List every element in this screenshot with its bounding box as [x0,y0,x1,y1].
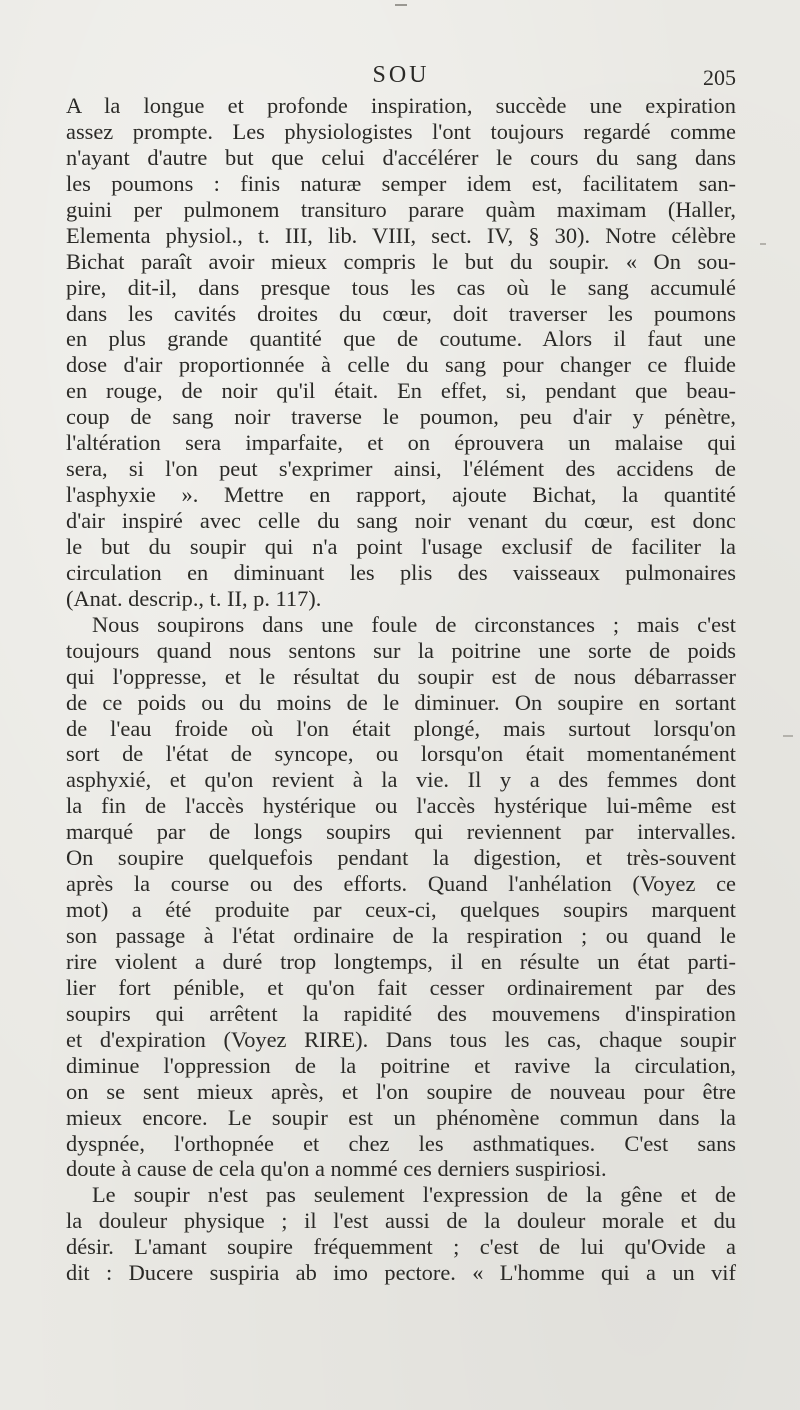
text-line: coup de sang noir traverse le poumon, peu d'air y pénètre, [66,404,736,430]
text-line: A la longue et profonde inspiration, succède une expiration [66,93,736,118]
text-line: en rouge, de noir qu'il était. En effet, si, pendant que beau- [66,378,736,404]
text-line: (Anat. descrip., t. II, p. 117). [66,585,322,611]
text-line: de l'eau froide où l'on était plongé, mais surtout lorsqu'on [66,715,736,741]
text-line: toujours quand nous sentons sur la poitrine une sorte de poids [66,637,736,663]
margin-mark [760,243,766,245]
text-line: sort de l'état de syncope, ou lorsqu'on était momentanément [66,741,736,767]
page-header [66,62,736,96]
text-line: mieux encore. Le soupir est un phénomène commun dans la [66,1104,736,1130]
text-line: Le soupir n'est pas seulement l'expression de la gêne et de [92,1182,736,1208]
text-line: dose d'air proportionnée à celle du sang pour changer ce fluide [66,352,736,378]
text-line: lier fort pénible, et qu'on fait cesser ordinairement par des [66,974,736,1000]
text-line: asphyxié, et qu'on revient à la vie. Il y a des femmes dont [66,767,736,793]
text-line: qui l'oppresse, et le résultat du soupir est de nous débarrasser [66,663,736,689]
text-line: diminue l'oppression de la poitrine et ravive la circulation, [66,1052,736,1078]
text-line: d'air inspiré avec celle du sang noir venant du cœur, est donc [66,508,736,533]
text-line: soupirs qui arrêtent la rapidité des mouvemens d'inspiration [66,1000,736,1026]
text-line: le but du soupir qui n'a point l'usage exclusif de faciliter la [66,533,736,559]
text-line: On soupire quelquefois pendant la digestion, et très-souvent [66,845,736,871]
text-line: dyspnée, l'orthopnée et chez les asthmatiques. C'est sans [66,1130,736,1156]
text-line: la fin de l'accès hystérique ou l'accès hystérique lui-même est [66,793,736,819]
text-line: pire, dit-il, dans presque tous les cas où le sang accumulé [66,274,736,300]
text-line: assez prompte. Les physiologistes l'ont toujours regardé comme [66,118,736,144]
top-edge-mark [395,4,407,6]
text-line: on se sent mieux après, et l'on soupire de nouveau pour être [66,1078,736,1104]
margin-mark [783,735,793,737]
text-line: dit : Ducere suspiria ab imo pectore. « L'homme qui a un vif [66,1260,736,1286]
running-head: SOU [372,62,430,88]
text-line: en plus grande quantité que de coutume. Alors il faut une [66,326,736,352]
text-line: rire violent a duré trop longtemps, il en résulte un état parti- [66,948,736,974]
page-number: 205 [703,65,736,90]
text-line: Elementa physiol., t. III, lib. VIII, sect. IV, § 30). Notre célèbre [66,222,736,248]
text-line: l'altération sera imparfaite, et on éprouvera un malaise qui [66,430,736,456]
text-line: la douleur physique ; il l'est aussi de la douleur morale et du [66,1208,736,1234]
text-line: son passage à l'état ordinaire de la respiration ; ou quand le [66,923,736,948]
text-line: désir. L'amant soupire fréquemment ; c'est de lui qu'Ovide a [66,1234,736,1260]
text-line: après la course ou des efforts. Quand l'anhélation (Voyez ce [66,871,736,897]
text-line: l'asphyxie ». Mettre en rapport, ajoute Bichat, la quantité [66,482,736,508]
text-line: Bichat paraît avoir mieux compris le but du soupir. « On sou- [66,248,736,274]
text-line: et d'expiration (Voyez RIRE). Dans tous les cas, chaque soupir [66,1026,736,1052]
text-line: Nous soupirons dans une foule de circonstances ; mais c'est [92,611,736,637]
text-line: sera, si l'on peut s'exprimer ainsi, l'élément des accidens de [66,456,736,482]
text-line: dans les cavités droites du cœur, doit traverser les poumons [66,300,736,326]
text-line: mot) a été produite par ceux-ci, quelques soupirs marquent [66,897,736,923]
text-line: guini per pulmonem transituro parare quàm maximam (Haller, [66,196,736,222]
text-line: les poumons : finis naturæ semper idem est, facilitatem san- [66,170,736,196]
text-line: de ce poids ou du moins de le diminuer. On soupire en sortant [66,689,736,715]
text-line: n'ayant d'autre but que celui d'accélérer le cours du sang dans [66,144,736,170]
text-line: circulation en diminuant les plis des vaisseaux pulmonaires [66,559,736,585]
body-text [66,93,736,1286]
text-line: marqué par de longs soupirs qui reviennent par intervalles. [66,819,736,845]
text-line: doute à cause de cela qu'on a nommé ces derniers suspiriosi. [66,1156,607,1182]
